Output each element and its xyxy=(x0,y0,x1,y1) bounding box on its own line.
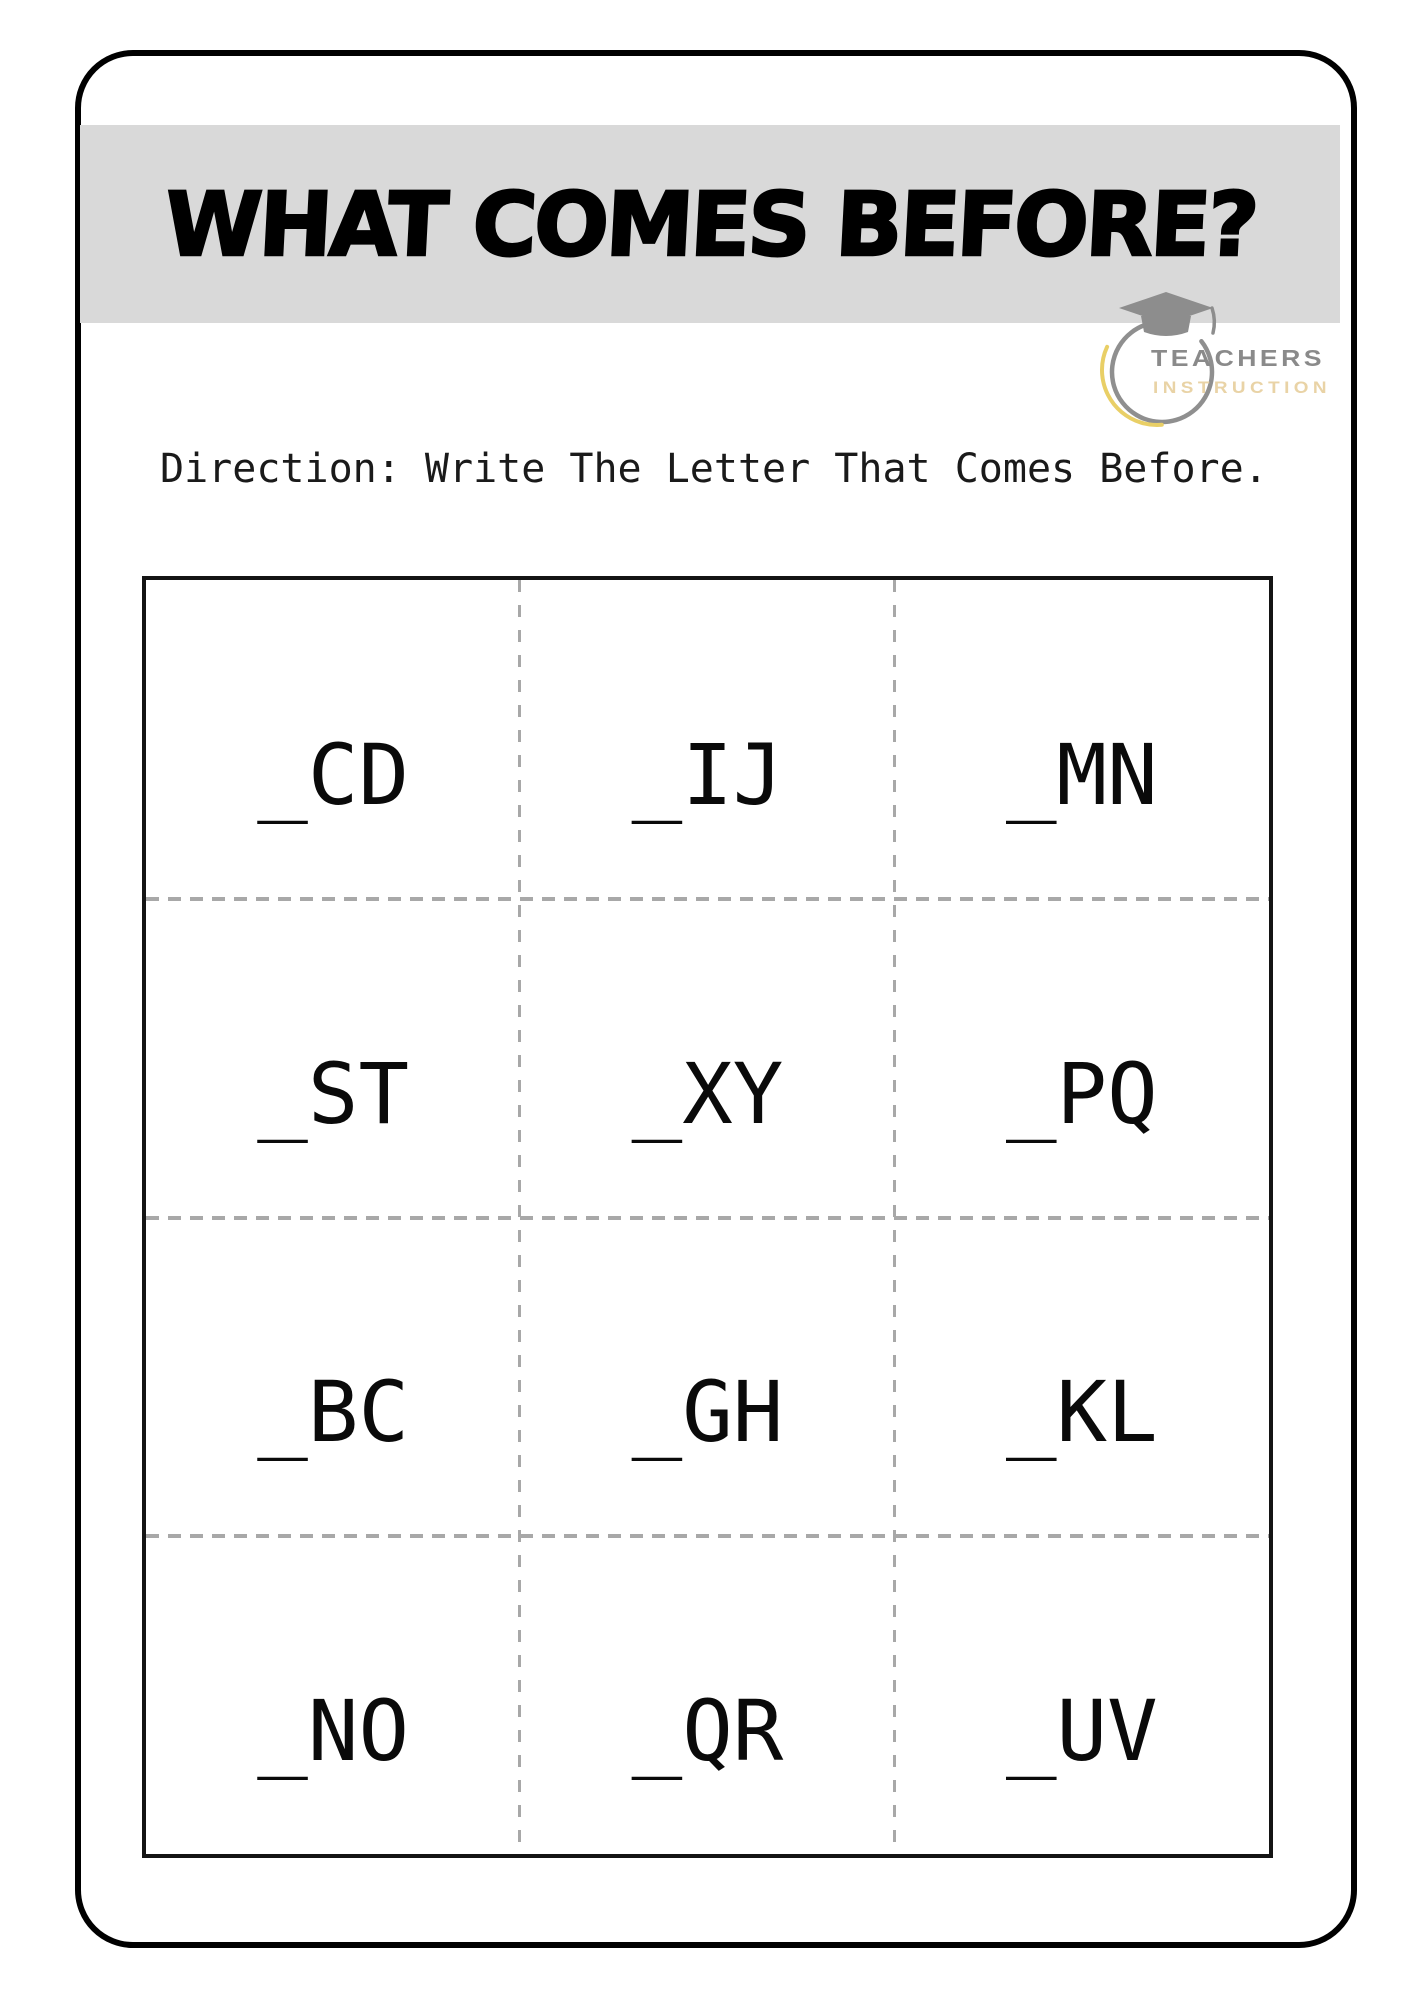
logo-text-instruction: INSTRUCTION xyxy=(1153,378,1331,397)
cell-r2c2: _XY xyxy=(631,1044,784,1143)
worksheet-grid xyxy=(142,576,1273,1858)
brand-logo xyxy=(1085,286,1341,432)
cell-r1c3: _MN xyxy=(1005,726,1158,825)
cell-r3c3: _KL xyxy=(1005,1363,1158,1462)
cell-r3c1: _BC xyxy=(257,1363,410,1462)
cell-r3c2: _GH xyxy=(631,1363,784,1462)
page-title: WHAT COMES BEFORE? xyxy=(161,172,1259,276)
cell-r1c1: _CD xyxy=(257,726,410,825)
cell-r4c1: _NO xyxy=(257,1681,410,1780)
graduation-cap-icon xyxy=(1085,286,1341,432)
cell-r4c3: _UV xyxy=(1005,1681,1158,1780)
row-divider xyxy=(146,1534,1269,1538)
row-divider xyxy=(146,1216,1269,1220)
cell-r1c2: _IJ xyxy=(631,726,784,825)
direction-text: Direction: Write The Letter That Comes Before. xyxy=(160,446,1268,492)
cell-r4c2: _QR xyxy=(631,1681,784,1780)
logo-text-teachers: TEACHERS xyxy=(1151,345,1325,371)
cell-r2c1: _ST xyxy=(257,1044,410,1143)
cell-r2c3: _PQ xyxy=(1005,1044,1158,1143)
row-divider xyxy=(146,897,1269,901)
